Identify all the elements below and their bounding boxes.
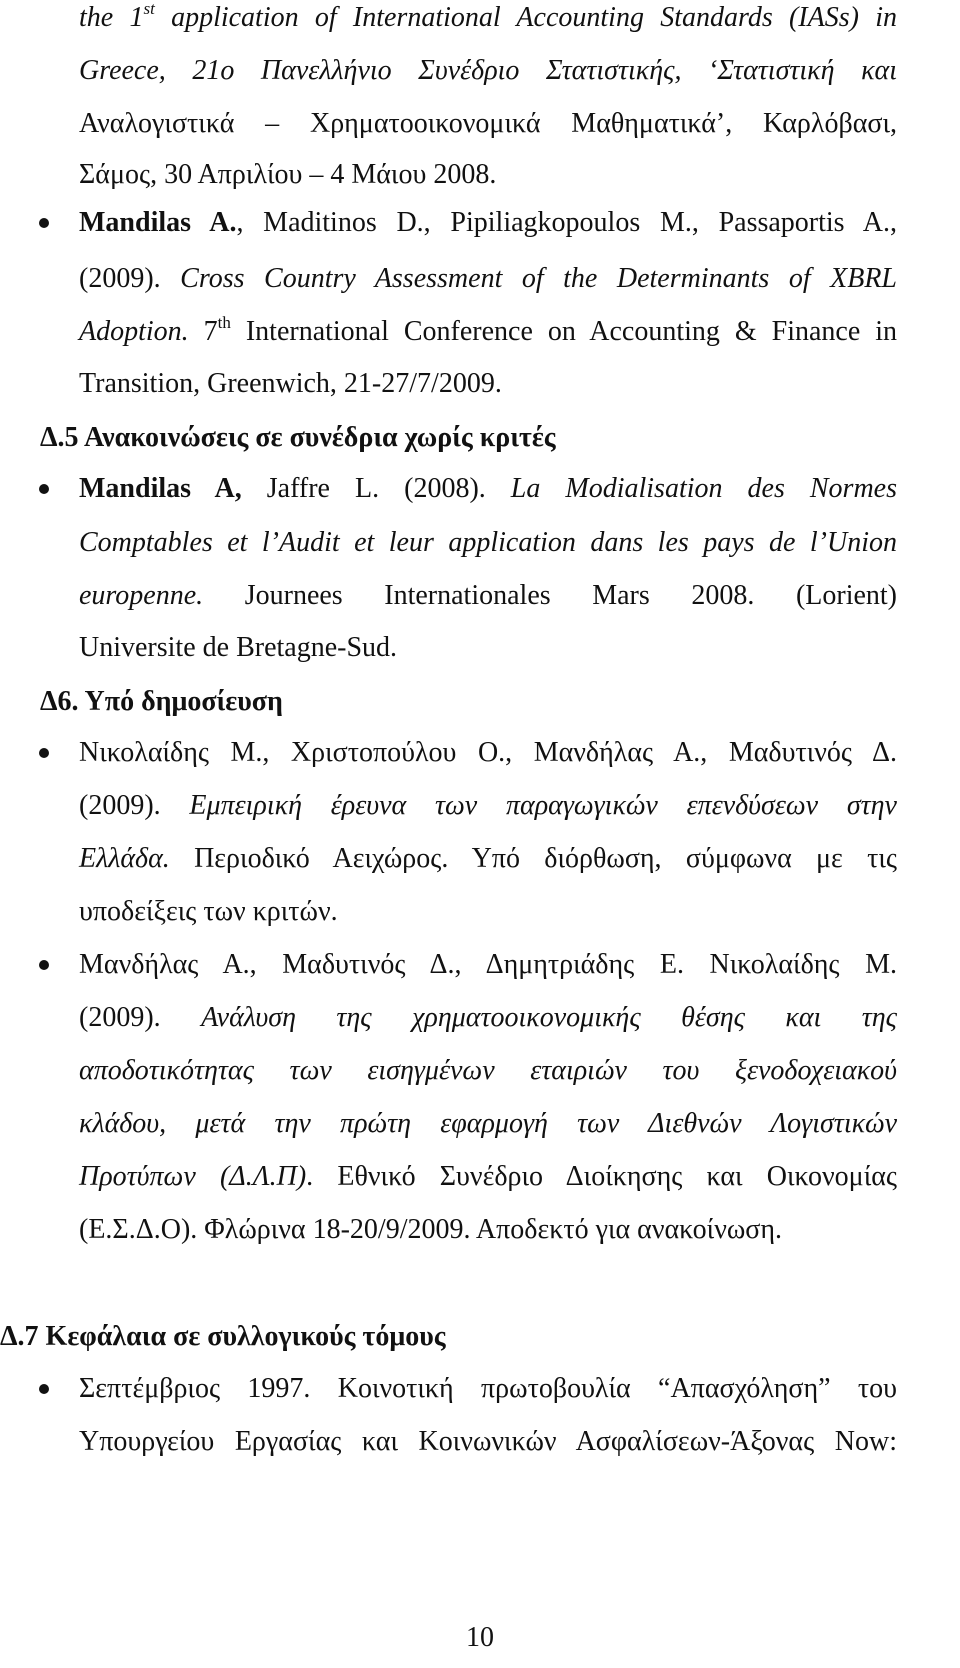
text-line: αποδοτικότητας των εισηγμένων εταιριών του ξενοδοχειακού [79, 1055, 897, 1086]
text-line: (Ε.Σ.Δ.Ο). Φλώρινα 18-20/9/2009. Αποδεκτό για ανακοίνωση. [79, 1214, 783, 1245]
title-italic: Ανάλυση της χρηματοοικονομικής θέσης και της [201, 1002, 897, 1033]
text-line: Μανδήλας Α., Μαδυτινός Δ., Δημητριάδης Ε. Νικολαίδης Μ. [79, 949, 897, 980]
section-heading: Δ.5 Ανακοινώσεις σε συνέδρια χωρίς κριτές [40, 422, 556, 453]
superscript: st [143, 0, 155, 18]
text-span: International Conference on Accounting & Finance in [230, 316, 897, 347]
text-line: υποδείξεις των κριτών. [79, 896, 338, 927]
title-italic: Εμπειρική έρευνα των παραγωγικών επενδύσεων στην [189, 790, 897, 821]
text-span: 7 [188, 316, 218, 347]
text-line [79, 1000, 897, 1036]
text-line: Greece, 21ο Πανελλήνιο Συνέδριο Στατιστικής, ‘Στατιστική και [79, 55, 897, 86]
text-line: Νικολαίδης Μ., Χριστοπούλου Ο., Μανδήλας Α., Μαδυτινός Δ. [79, 737, 897, 768]
text-line [79, 0, 897, 36]
bullet-icon [39, 484, 49, 494]
text-span: Περιοδικό Αειχώρος. Υπό διόρθωση, σύμφωνα με τις [169, 843, 897, 874]
text-line: Comptables et l’Audit et leur application dans les pays de l’Union [79, 527, 897, 558]
section-heading: Δ6. Υπό δημοσίευση [40, 686, 283, 717]
text-span: , Maditinos D., Pipiliagkopoulos M., Passaportis A., [236, 207, 897, 238]
author-bold: Mandilas A. [79, 207, 237, 238]
section-heading: Δ.7 Κεφάλαια σε συλλογικούς τόμους [0, 1321, 446, 1352]
title-italic: europenne. [79, 580, 204, 611]
text-span: the 1 [79, 2, 144, 33]
page-number: 10 [466, 1622, 494, 1653]
text-line [79, 314, 897, 350]
text-line: κλάδου, μετά την πρώτη εφαρμογή των Διεθνών Λογιστικών [79, 1108, 897, 1139]
text-line [79, 578, 897, 614]
text-span: application of International Accounting Standards (IASs) in [154, 2, 897, 33]
superscript: th [217, 313, 231, 332]
bullet-icon [39, 960, 49, 970]
bullet-icon [39, 1384, 49, 1394]
author-bold: Mandilas A, [79, 473, 242, 504]
bullet-icon [39, 218, 49, 228]
text-span: (2009). [79, 1002, 202, 1033]
text-line [79, 841, 897, 877]
text-line [79, 471, 897, 507]
title-italic: La Modialisation des Normes [510, 473, 897, 504]
text-span: Journees Internationales Mars 2008. (Lorient) [203, 580, 897, 611]
text-line: Σάμος, 30 Απριλίου – 4 Μάιου 2008. [79, 159, 497, 190]
text-line: Αναλογιστικά – Χρηματοοικονομικά Μαθηματικά’, Καρλόβασι, [79, 108, 897, 139]
title-italic: Ελλάδα. [79, 843, 170, 874]
text-line [79, 205, 897, 241]
text-line: Υπουργείου Εργασίας και Κοινωνικών Ασφαλίσεων-Άξονας Now: [79, 1426, 897, 1457]
title-italic: Προτύπων (Δ.Λ.Π) [79, 1161, 307, 1192]
bullet-icon [39, 748, 49, 758]
text-line: Universite de Bretagne-Sud. [79, 632, 398, 663]
text-line: Σεπτέμβριος 1997. Κοινοτική πρωτοβουλία “Απασχόληση” του [79, 1373, 897, 1404]
text-line [79, 788, 897, 824]
title-italic: Cross Country Assessment of the Determinants of XBRL [180, 263, 897, 294]
text-line: Transition, Greenwich, 21-27/7/2009. [79, 368, 502, 399]
title-italic: Adoption. [79, 316, 189, 347]
text-line [79, 1159, 897, 1195]
text-span: (2009). [79, 263, 181, 294]
text-span: Jaffre L. (2008). [241, 473, 511, 504]
text-span: . Εθνικό Συνέδριο Διοίκησης και Οικονομίας [306, 1161, 897, 1192]
text-span: (2009). [79, 790, 190, 821]
text-line [79, 261, 897, 297]
